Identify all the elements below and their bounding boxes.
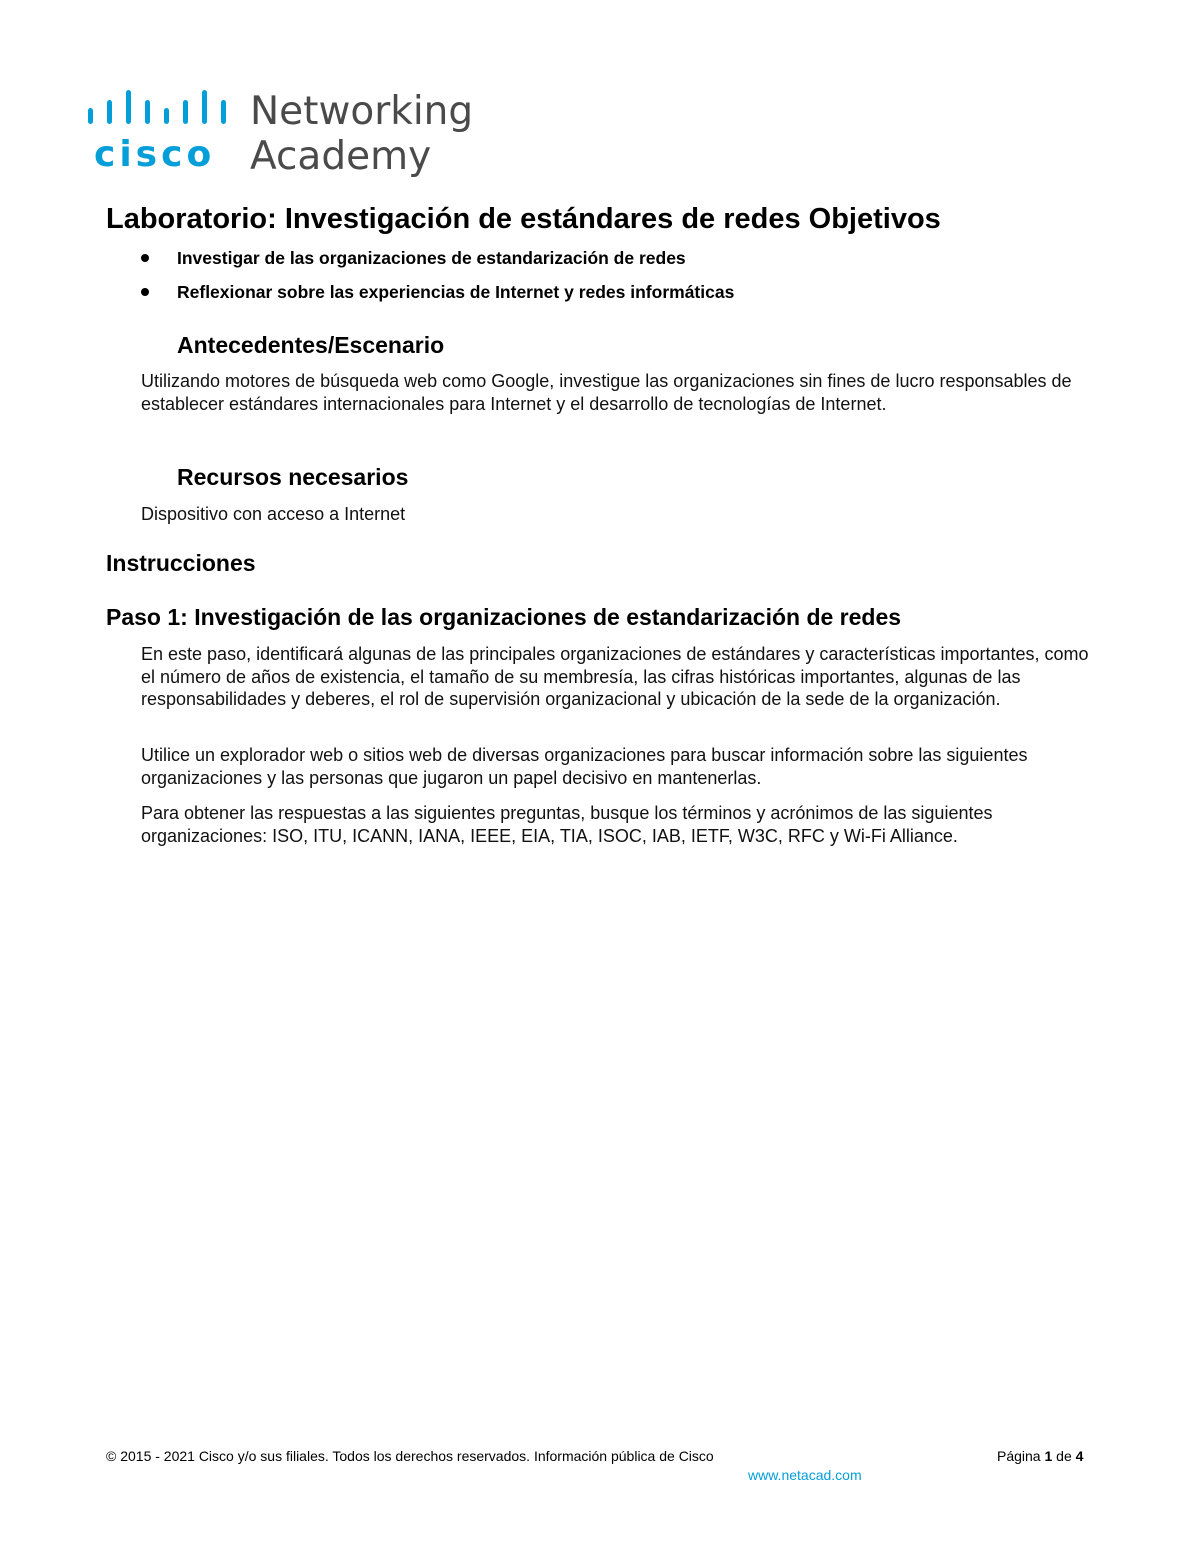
logo-line-networking: Networking (250, 89, 474, 134)
cisco-bars-icon (88, 90, 226, 124)
page-total: 4 (1075, 1448, 1084, 1464)
page-of: de (1056, 1448, 1072, 1464)
footer-page-number (997, 1447, 1083, 1465)
background-text: Utilizando motores de búsqueda web como Google, investigue las organizaciones sin fines de lucro responsables de establecer estándares internacionales para Internet y el desarrollo de tecnologías de Internet. (141, 371, 1072, 414)
page-label: Página (997, 1448, 1041, 1464)
objective-text: Investigar de las organizaciones de estandarización de redes (177, 248, 686, 268)
cisco-wordmark: cisco (94, 134, 216, 175)
netacad-link[interactable]: www.netacad.com (748, 1467, 862, 1483)
step1-heading: Paso 1: Investigación de las organizaciones de estandarización de redes (106, 604, 902, 630)
instructions-heading: Instrucciones (106, 550, 256, 576)
step1-paragraph: Para obtener las respuestas a las siguientes preguntas, busque los términos y acrónimos de las siguientes organizaciones: ISO, ITU, ICANN, IANA, IEEE, EIA, TIA, ISOC, IAB, IETF, W3C, RFC y Wi-Fi Alliance. (141, 803, 993, 846)
footer-copyright: © 2015 - 2021 Cisco y/o sus filiales. Todos los derechos reservados. Información pública de Cisco (106, 1448, 714, 1464)
logo-line-academy: Academy (250, 134, 432, 179)
bullet-icon (141, 288, 149, 296)
step1-paragraph: En este paso, identificará algunas de las principales organizaciones de estándares y características importantes, como el número de años de existencia, el tamaño de su membresía, las cifras históricas importantes, algunas de las responsabilidades y deberes, el rol de supervisión organizacional y ubicación de la sede de la organización. (141, 644, 1089, 709)
cisco-networking-academy-logo (84, 86, 474, 182)
resources-text: Dispositivo con acceso a Internet (141, 504, 406, 524)
page-current: 1 (1044, 1448, 1053, 1464)
background-heading: Antecedentes/Escenario (177, 332, 445, 358)
document-title: Laboratorio: Investigación de estándares de redes Objetivos (106, 203, 941, 235)
objective-item (140, 246, 734, 270)
resources-heading: Recursos necesarios (177, 464, 409, 490)
step1-paragraph: Utilice un explorador web o sitios web de diversas organizaciones para buscar información sobre las siguientes organizaciones y las personas que jugaron un papel decisivo en mantenerlas. (141, 745, 1028, 788)
bullet-icon (141, 254, 149, 262)
objective-item (140, 280, 734, 304)
objective-text: Reflexionar sobre las experiencias de Internet y redes informáticas (177, 282, 735, 302)
objectives-list (140, 246, 734, 314)
